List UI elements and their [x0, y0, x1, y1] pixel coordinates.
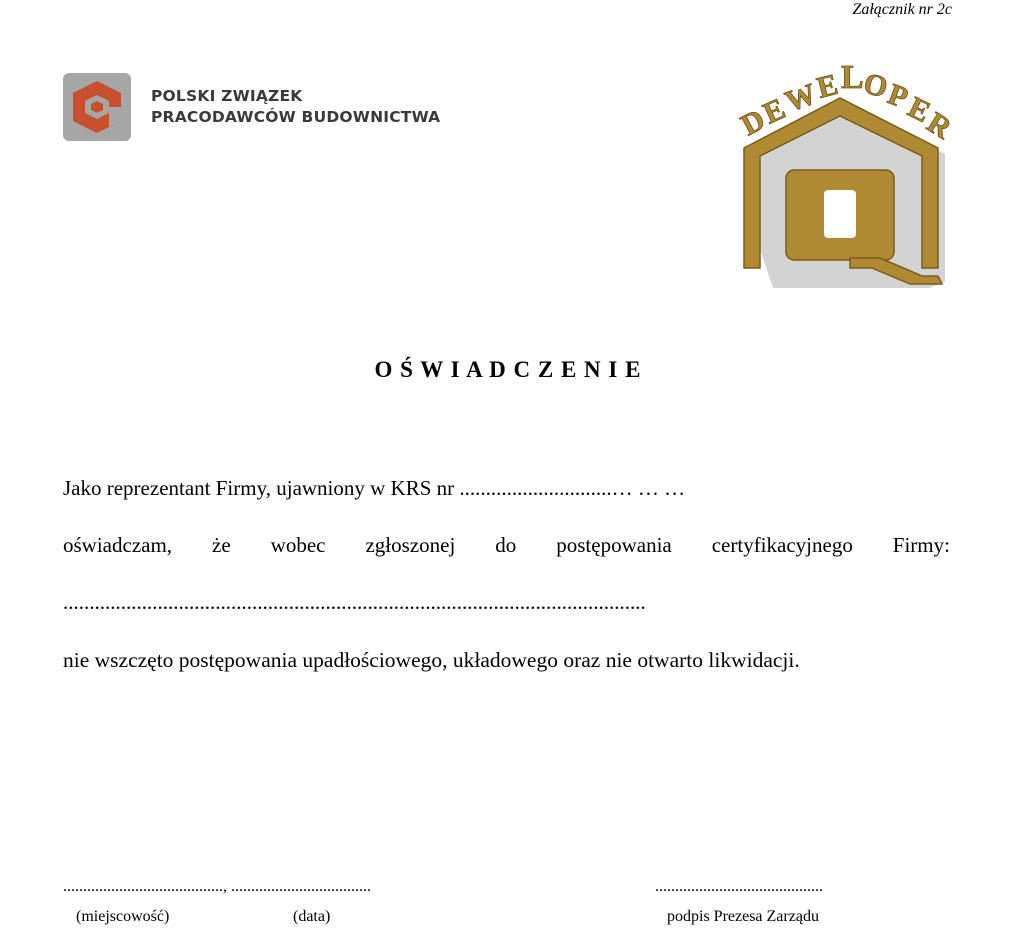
- declaration-line: [63, 533, 950, 558]
- pzpb-logo: [63, 73, 440, 141]
- krs-line: Jako reprezentant Firmy, ujawniony w KRS nr .............................… … …: [63, 476, 686, 500]
- place-date-field[interactable]: ........................................, ...................................: [63, 878, 371, 895]
- deweloper-letter: R: [921, 105, 958, 146]
- date-label: (data): [293, 908, 331, 925]
- annex-label: Załącznik nr 2c: [852, 1, 952, 18]
- deweloper-house-q-icon: [728, 59, 958, 292]
- deweloper-letter: W: [781, 77, 821, 119]
- signature-label: podpis Prezesa Zarządu: [667, 908, 819, 925]
- declaration-word: certyfikacyjnego: [711, 533, 853, 557]
- declaration-word: że: [212, 533, 231, 557]
- deweloper-letter: E: [758, 92, 791, 131]
- place-label: (miejscowość): [76, 908, 170, 925]
- deweloper-letter: D: [735, 102, 771, 143]
- deweloper-letter: E: [902, 90, 936, 130]
- declaration-word: Firmy:: [892, 533, 950, 557]
- pzpb-name: [151, 86, 440, 128]
- declaration-word: oświadczam,: [63, 533, 173, 557]
- statement-text: nie wszczęto postępowania upadłościowego, układowego oraz nie otwarto likwidacji.: [63, 648, 800, 672]
- deweloper-letter: L: [841, 59, 864, 96]
- pzpb-name-line1: POLSKI ZWIĄZEK: [151, 87, 303, 105]
- pzpb-cube-icon: [71, 79, 123, 135]
- declaration-word: do: [495, 533, 517, 557]
- pzpb-logo-mark: [63, 73, 131, 141]
- signature-field[interactable]: ..........................................: [655, 878, 823, 895]
- pzpb-name-line2: PRACODAWCÓW BUDOWNICTWA: [151, 108, 441, 126]
- declaration-word: zgłoszonej: [365, 533, 456, 557]
- declaration-word: wobec: [270, 533, 326, 557]
- company-name-field[interactable]: ...............................................................................................................: [63, 590, 646, 614]
- deweloper-letter: E: [813, 67, 842, 105]
- document-title: O Ś W I A D C Z E N I E: [374, 357, 642, 382]
- deweloper-letter: O: [860, 66, 891, 105]
- deweloper-letter: P: [883, 77, 913, 115]
- declaration-word: postępowania: [556, 533, 672, 557]
- deweloper-logo: [728, 59, 958, 297]
